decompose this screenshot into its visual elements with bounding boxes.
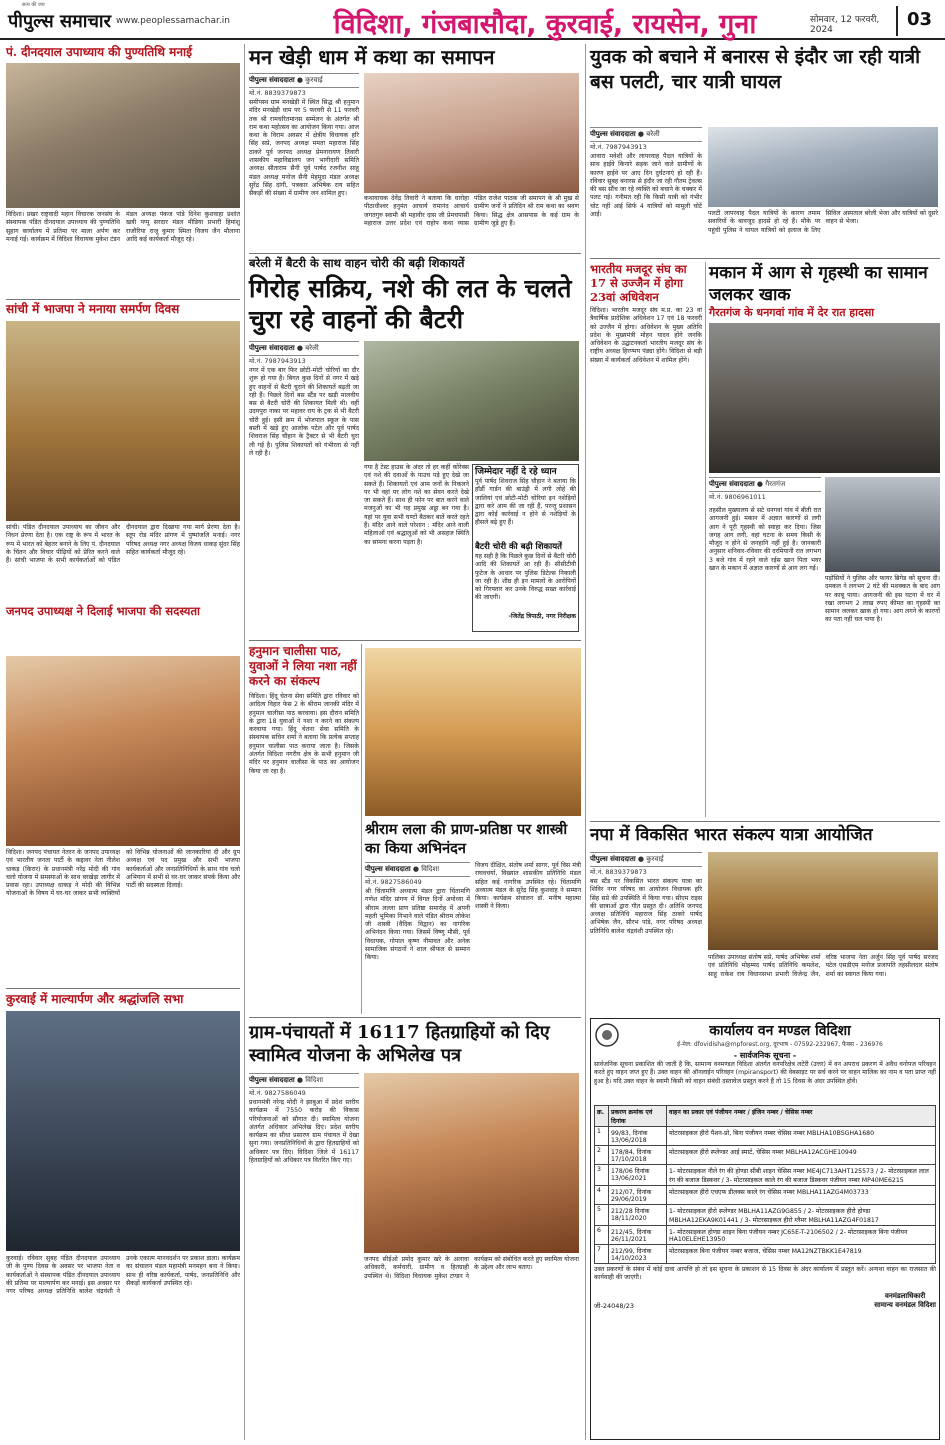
photo-burnt-house	[709, 323, 940, 473]
article-bus-accident	[590, 45, 940, 255]
contact-mobile: मो.नं. 9806961011	[709, 493, 766, 501]
column-divider	[705, 262, 706, 817]
article-mankhedi-katha	[249, 45, 581, 250]
byline: पीपुल्स संवाददाता ● बरेली	[590, 127, 702, 142]
photo-felicitation	[365, 648, 581, 816]
sidebar-headline: जिम्मेदार नहीं दे रहे ध्यान	[475, 467, 557, 477]
article-headline: कुरवाई में माल्यार्पण और श्रद्धांजलि सभा	[6, 992, 184, 1006]
article-body: विदिशा। हिंदू चेतना सेवा समिति द्वारा रविवार को आदित्य विहार फेस 2 के श्रीराम जानकी मंदिर में हनुमान चालीसा पाठ करवाया। इस दौरान समिति के द्वारा 18 युवाओं ने नशा न करने का संकल्प करवाया गया। हिंदू चेतना सेवा समिति के संस्थापक सचिन शर्मा ने बताया कि प्रत्येक सप्ताह हनुमान चालीसा पाठ कराया जाता है। जिसके अंतर्गत विदिशा नगरीय क्षेत्र के सभी हनुमान जी मंदिर पर हनुमान चालीसा के पाठ का आयोजन किया जा रहा है।	[249, 693, 359, 775]
byline: पीपुल्स संवाददाता ● कुरवाई	[590, 852, 702, 867]
masthead	[0, 0, 945, 40]
table-row	[595, 1226, 936, 1245]
notice-intro: सार्वजनिक सूचना प्रकाशित की जाती है कि, सामान्य वनमण्डल विदिशा अंतर्गत वनपरिक्षेत्र लटेरी (उत्तर) में वन अपराध प्रकरण में अवैध वनोपज परिवहन करते हुए वाहन जप्त हुए हैं। उक्त वाहन की ऑनलाईन परिवहन (mpiransport) की वेबसाइट पर सर्च करने पर वाहन मालिक का नाम व पता प्राप्त नहीं हुआ है। यदि उक्त वाहन के स्वामी किसी को वाहन संबंधी दस्तावेज प्रस्तुत करने हैं तो 15 दिवस के अंदर उपस्थित होवें।	[594, 1061, 936, 1085]
article-headline: ग्राम-पंचायतों में 16117 हितग्राहियों को दिए स्वामित्व योजना के अभिलेख पत्र	[249, 1022, 550, 1066]
article-headline: हनुमान चालीसा पाठ, युवाओं ने लिया नशा नहीं करने का संकल्प	[249, 644, 357, 688]
article-subheadline: गैरतगंज के धनगवां गांव में देर रात हादसा	[709, 306, 875, 319]
article-body-continued: पलटी लापरवाह पैदल यात्रियों के कारण तमाम सवारियों के बावजूद हादसे हो रहे हैं। मौके पर पहुंची पुलिस ने घायल यात्रियों को इलाज के लिए सिविल अस्पताल बरेली भेजा और यात्रियों को दूसरे वाहन से भेजा।	[708, 210, 938, 234]
sidebar-body: यह सही है कि पिछले कुछ दिनों से बैटरी चोरी आदि की शिकायतें आ रही हैं। सीसीटीवी फुटेज के आधार पर पुलिस डिटेल्स निकाली जा रही है। शीघ्र ही इन मामलों के आरोपियों को गिरफ्तार कर उनके विरुद्ध सख्त कार्रवाई की जाएगी।	[475, 553, 576, 602]
table-cell-case: 99/83, दिनांक 13/06/2018	[609, 1127, 667, 1146]
table-cell-case: 212/28 दिनांक 18/11/2020	[609, 1205, 667, 1226]
section-divider	[590, 258, 940, 259]
photo-statue-tribute	[6, 63, 240, 208]
photo-overturned-bus	[708, 127, 938, 207]
table-cell-sno: 2	[595, 1146, 609, 1165]
notice-footer: उक्त प्रकरणों के संबंध में कोई दावा आपत्ति हो तो इस सूचना के प्रकाशन से 15 दिवस के अंदर कार्यालय में प्रस्तुत करें। अन्यथा वाहन का राजसात की कार्यवाही की जाएगी।	[594, 1266, 936, 1282]
table-cell-vehicle: 1- मोटरसाइकल हीरो स्प्लेण्डर MBLHA11AZG9G855 / 2- मोटरसाइकल हीरो होण्डा MBLHA12EKA9K01441 / 3- मोटरसाइकल हीरो ग्लैमर MBLHA11AZG4F01817	[667, 1205, 936, 1226]
logo-brand: पीपुल्स समाचार	[8, 11, 111, 32]
section-divider	[6, 988, 240, 989]
article-body: विदिशा। जनपद पंचायत नेतरन के जनपद उपाध्यक्ष एवं भारतीय जनता पार्टी के कद्दावर नेता नीलेश धाकड़ (किरार) के प्रधानमंत्री नरेंद्र मोदी की गांव चलो योजना में समस्याओं के साथ बरखेड़ा जागीर में प्रवास रहा। उपाध्यक्ष धाकड़ ने मोदी की विभिन्न योजनाओं के विषय में घर-घर जाकर सभी व्यक्तियों को विभिन्न योजनाओं की जानकारियां दी और ग्रुप अध्यक्ष एवं पद प्रमुख और सभी भाजपा कार्यकर्ताओं और जनप्रतिनिधियों के साथ गांव चलो अभियान में सभी से घर-घर जाकर संपर्क किया और पार्टी की सदस्यता दिलाई।	[6, 849, 240, 898]
forest-department-notice	[590, 1018, 940, 1440]
section-divider	[249, 1017, 581, 1018]
article-body: आवारा मवेशी और लापरवाह पैदल यात्रियों के साथ हाईवे किनारे सड़क जाने वाले ग्रामीणों के कारण हाईवे पर आए दिन दुर्घटनाएं हो रही हैं। रविवार सुबह बनारस से इंदौर जा रही गौतम ट्रेवल्स की बस सौंच जा रहे व्यक्ति को बचाने के चक्कर में पलट गई। गनीमत रही कि किसी यात्री को गंभीर चोट नहीं आई सिर्फ 4 यात्रियों को मामूली चोटें आईं।	[590, 153, 702, 219]
contact-mobile: मो.नं. 9827586049	[249, 1089, 306, 1097]
table-cell-vehicle: 1- मोटरसाइकल नीले रंग की होण्डा सीबी शाइन चेसिस नम्बर ME4JC713AHT125573 / 2- मोटरसाइकल लाल रंग की बजाज डिस्कवर / 3- मोटरसाइकल काले रंग की बजाज डिस्कवर पंजीयन नम्बर MP40ME6215	[667, 1165, 936, 1186]
edition-date: सोमवार, 12 फरवरी, 2024	[810, 15, 880, 35]
table-cell-sno: 1	[595, 1127, 609, 1146]
contact-mobile: मो.नं. 9827586049	[365, 878, 422, 886]
byline: पीपुल्स संवाददाता ● कुरवाई	[249, 73, 359, 88]
article-hanuman-chalisa	[249, 644, 359, 1014]
sidebar-body: पूर्व पार्षद शिवराज सिंह चौहान ने बताया कि हॉर्डी गार्डन की बाउंड्री में लगी लोहे की जालियां एवं छोटी-मोटी चोरियां इन नशेड़ियों द्वारा करे आम की जा रही हैं, परन्तु प्रशासन द्वारा कोई कार्रवाई न होने से नशेड़ियों के हौसले बढ़े हुए हैं।	[475, 478, 576, 527]
table-row	[595, 1205, 936, 1226]
article-body: तहसील मुख्यालय से सटे धनगवां गांव में बीती रात आगजनी हुई। मकान में अज्ञात कारणों से लगी आग ने पूरी गृहस्थी को स्वाहा कर दिया। जिस जगह आग लगी, वहां घटना के समय किसी के मौजूद न होने से जनहानि नहीं हुई है। जानकारी अनुसार शनिवार-रविवार की दरमियानी रात लगभग 3 बजे गांव में रहने वाले रईस खान पिता भवर खान के मकान में अज्ञात कारणों से आग लग गई।	[709, 507, 821, 573]
article-body: बस स्टैंड पर विकसित भारत संकल्प यात्रा का शिविर नगर परिषद का आयोजन विधायक हरि सिंह सप्रे की उपस्थिति में किया गया। सीएम राइस की छात्राओं द्वारा गीत प्रस्तुत दी। अतिथि जनपद अध्यक्ष प्रतिनिधि महाराज सिंह ठाकरे पार्षद अभिषेक जैन, सौरभ पांडे, नगर परिषद अध्यक्ष प्रतिनिधि बालेश चंद्रवंशी उपस्थित रहे।	[590, 878, 702, 935]
article-body-continued: गया है टेस्ट हाउस के अंदर तो हर कहीं कोरेक्स एवं नशे की दवाओं के पाउच पड़े हुए देखे जा सकते हैं। शिकायतों एवं आम जनों के निकलने पर भी वहां पर लोग नशे का सेवन करते देखे जा सकते हैं। साथ ही फोन पर बात करने वाले मजनुओं का भी यह प्रमुख अड्डा बन गया है। यहां पर युवा सभी घण्टों बैठकर बातें करते रहते हैं। मंदिर आने वाले परेशान : मंदिर आने वाली महिलाओं एवं श्रद्धालुओं को भी असहज स्थिति का सामना करना पड़ता है।	[364, 464, 469, 546]
table-cell-case: 178/84, दिनांक 17/10/2018	[609, 1146, 667, 1165]
article-body: श्री चिंतामणि अध्यात्म मंडल द्वारा चिंतामणि गणेश मंदिर प्रांगण में विगत दिनों अयोध्या में श्रीराम लल्ला प्राण प्रतिष्ठा समारोह में अपनी महती भूमिका निभाने वाले पंडित श्रीराम लोकेश जी शास्त्री (वैदिक विद्वान) का नागरिक अभिनंदन किया गया। जिसमें विष्णु मौसी, पूर्व विधायक, गोपाल कृष्ण नीमावत और अनेक सामाजिक संगठनों ने शाल श्रीफल से सम्मान किया।	[365, 888, 470, 962]
column-divider	[361, 644, 362, 1014]
table-cell-sno: 3	[595, 1165, 609, 1186]
photo-group-portrait	[6, 321, 240, 521]
photo-katha-devotees	[364, 73, 579, 193]
article-headline: पं. दीनदयाल उपाध्याय की पुण्यतिथि मनाई	[6, 45, 192, 59]
vehicle-table-body	[595, 1127, 936, 1264]
article-body: समीपस्थ ग्राम मनखेड़ी में स्थित सिद्ध श्री हनुमान मंदिर मनखेड़ी धाम पर 5 फरवरी से 11 फरवरी तक श्री रामचरितमानस सम्मेलन के अंतर्गत श्री राम कथा महोत्सव का आयोजन किया गया। आज कथा के विराम अवसर में क्षेत्रीय विधायक हरि सिंह सप्रे, जनपद अध्यक्ष ममता महाराज सिंह ठाकरे पूर्व जनपद अध्यक्ष प्रेमनारायण तिवारी शासकीय महाविद्यालय जन भागीदारी समिति अध्यक्ष सीताराम सैनी पूर्व पार्षद रजनीश साहू मंडल अध्यक्ष मनोज सैनी मेहमूदा मंडल अध्यक्ष सुरेंद्र सिंह दांगी, पत्रकार अभिषेक राय सहित सैकड़ों की संख्या में ग्रामीण जन शामिल हुए।	[249, 99, 359, 198]
article-headline: सांची में भाजपा ने मनाया समर्पण दिवस	[6, 302, 180, 316]
sidebar-headline: बैटरी चोरी की बढ़ी शिकायतें	[475, 542, 562, 552]
photo-land-records	[364, 1073, 579, 1253]
section-divider	[6, 299, 240, 300]
section-divider	[249, 253, 581, 254]
byline: पीपुल्स संवाददाता ● विदिशा	[249, 1073, 359, 1088]
article-battery-theft	[249, 256, 581, 636]
sidebar-signature: -जितेंद्र त्रिपाठी, नगर निरीक्षक	[508, 613, 576, 620]
table-row	[595, 1245, 936, 1264]
article-body-continued: जनपद सीईओ प्रमोद कुमार खरे के अलावा अधिकारी, कर्मचारी, ग्रामीण व हितग्राही उपस्थित थे। विदिशा विधायक मुकेश टण्डन ने कार्यक्रम को संबोधित करते हुए स्वामित्व योजना के उद्देश्य और लाभ बताए।	[364, 1256, 579, 1280]
article-body: कुरवाई। रविवार सुबह पंडित दीनदयाल उपाध्याय जी के पुण्य दिवस के अवसर पर भाजपा नेता व कार्यकर्ताओं ने संस्थापक पंडित दीनदयाल उपाध्याय की प्रतिमा पर माल्यार्पण कर मनाई। इस अवसर पर नगर परिषद अध्यक्ष प्रतिनिधि बालेश चंद्रवंशी ने उनके एकात्म मानवदर्शन पर प्रकाश डाला। कार्यक्रम का संचालन मंडल महामंत्री मनमहन बना ने किया। साथ ही वरिष्ठ कार्यकर्ता, पार्षद, जनप्रतिनिधि और सैकड़ों कार्यकर्ता उपस्थित रहे।	[6, 1255, 240, 1296]
govt-emblem-icon	[594, 1022, 620, 1048]
table-cell-vehicle: मोटरसाइकल बिना पंजीयन नम्बर बजाज, चेसिस नम्बर MA12NZTBKK1E47819	[667, 1245, 936, 1264]
table-cell-sno: 6	[595, 1226, 609, 1245]
article-body-continued: कथावाचक देवेंद्र तिवारी ने बताया कि धारोहा पीठाधीश्वर हनुमंत आचार्य रामानंद आचार्य जगतगुरु स्वामी श्री महावीर दास जी प्रेमचपासी महाराज उत्तर प्रदेश एवं राहोप कथा व्यास पंडित राजेश पाठक जी समापन के श्री मुख से ग्रामीण जनों ने प्रतिदिन श्री राम कथा का श्रवण किया। सिद्ध क्षेत्र आसपास के कई ग्राम के ग्रामीण जुड़े हुए हैं।	[364, 195, 579, 227]
photo-syrup-bottles	[364, 341, 579, 461]
article-headline: जनपद उपाध्यक्ष ने दिलाई भाजपा की सदस्यता	[6, 604, 200, 618]
notice-subtitle: - सार्वजनिक सूचना -	[733, 1051, 797, 1060]
photo-fire-damage	[825, 477, 940, 572]
article-headline: मन खेड़ी धाम में कथा का समापन	[249, 45, 495, 69]
article-body-continued: पड़ोसियों ने पुलिस और फायर ब्रिगेड को सूचना दी। दमकल ने लगभग 2 घंटे की मशक्कत के बाद आग पर काबू पाया। आगजनी की इस घटना में घर में रखा लगभग 2 लाख रुपए कीमत का गृहस्थी का सामान जलकर खाक हो गया। आग लगने के कारणों का पता नहीं चल पाया है।	[825, 575, 940, 624]
contact-mobile: मो.नं. 8839379873	[249, 89, 306, 97]
col-header-vehicle: वाहन का प्रकार एवं पंजीयन नम्बर / इंजिन नम्बर / चेसिस नम्बर	[667, 1106, 936, 1127]
notice-title: कार्यालय वन मण्डल विदिशा	[709, 1022, 851, 1039]
section-divider	[590, 821, 940, 822]
photo-garlanding	[6, 1011, 240, 1251]
column-divider	[585, 44, 586, 1440]
contact-mobile: मो.नं. 7987943913	[590, 143, 647, 151]
table-cell-vehicle: मोटरसाइकल हीरो स्प्लेण्डर आई स्मार्ट, चेसिस नम्बर MBLHA12ACGHE10949	[667, 1146, 936, 1165]
article-house-fire	[709, 262, 940, 817]
contact-mobile: मो.नं. 8839379873	[590, 868, 647, 876]
byline: पीपुल्स संवाददाता ● विदिशा	[365, 862, 470, 877]
article-membership	[6, 656, 240, 984]
article-body: विदिशा। प्रखर राष्ट्रवादी महान विचारक जनसंघ के संस्थापक पंडित दीनदयाल उपाध्याय की पुण्यतिथि सुहाग कार्यालय में प्रतिमा पर माला अर्पण कर मनाई गई। कार्यक्रम में विदिशा विधायक मुकेश टंडन मंडल अध्यक्ष पंकज पांडे दिनेश कुशवाहा प्रशांत खत्री पप्पू सरदार मंडल मीडिया प्रभारी हिमांशु राजौरिया राजू कुमार स्मिता विजय जैन मौलाना आदि कई कार्यकर्ता मौजूद रहे।	[6, 211, 240, 243]
table-row	[595, 1165, 936, 1186]
article-kicker: बरेली में बैटरी के साथ वाहन चोरी की बढ़ी शिकायतें	[249, 256, 465, 270]
byline: पीपुल्स संवाददाता ● गैरतगंज	[709, 477, 821, 492]
article-headline: मकान में आग से गृहस्थी का सामान जलकर खाक	[709, 263, 928, 305]
table-cell-vehicle: मोटरसाइकल हीरो एचएफ डीलक्स काले रंग चेसिस नम्बर MBLHA11AZG4M03733	[667, 1186, 936, 1205]
sidebar-box	[472, 464, 579, 632]
article-sanchi-bjp	[6, 302, 240, 654]
vehicle-table	[594, 1105, 936, 1264]
table-cell-sno: 5	[595, 1205, 609, 1226]
page-number: 03	[896, 6, 941, 36]
section-divider	[249, 640, 581, 641]
article-headline: श्रीराम लला की प्राण-प्रतिष्ठा पर शास्त्री का किया अभिनंदन	[365, 821, 568, 857]
table-row	[595, 1146, 936, 1165]
notice-contact: ई-मेल: dfovidisha@mpforest.org, दूरभाष - 07592-232967, फैक्स - 236976	[677, 1040, 883, 1048]
table-row	[595, 1186, 936, 1205]
table-cell-case: 178/06 दिनांक 13/06/2021	[609, 1165, 667, 1186]
notice-ref: जी-24048/23	[594, 1302, 634, 1310]
notice-signature: वनमंडलाधिकारी सामान्य वनमंडल विदिशा	[874, 1292, 936, 1309]
article-viksit-bharat	[590, 824, 940, 1014]
article-ramlalla-felicitation	[365, 820, 581, 1014]
table-cell-vehicle: मोटरसाइकल हीरो पैशन-प्रो, बिना पंजीयन नम्बर चेसिस नम्बर MBLHA10BSGHA1680	[667, 1127, 936, 1146]
contact-mobile: मो.नं. 7987943913	[249, 357, 306, 365]
region-title: विदिशा, गंजबासौदा, कुरवाई, रायसेन, गुना	[333, 9, 757, 40]
newspaper-logo[interactable]	[8, 2, 230, 36]
table-cell-sno: 4	[595, 1186, 609, 1205]
article-headline: युवक को बचाने में बनारस से इंदौर जा रही यात्री बस पलटी, चार यात्री घायल	[590, 46, 920, 93]
article-body: सांची। पंडित दीनदयाल उपाध्याय का जीवन और निधन प्रेरणा देता है। एक राष्ट्र के रूप में भारत के रूप में भारत को बेहतर बनाने के लिए पं. दीनदयाल के चिंतन और विचार पीढ़ियों को प्रेरित करने वाले हैं। सांची भाजपा के सभी कार्यकर्ताओं को पंडित दीनदयाल द्वारा दिखाया गया मार्ग प्रेरणा देता है। स्तूप रोड मंदिर प्रांगण में पुष्पांजलि मनाई। नगर परिषद अध्यक्ष नगर अध्यक्ष विजय धाकड़ सुंदर सिंह सहित कार्यकर्ता मौजूद रहे।	[6, 524, 240, 565]
table-row	[595, 1127, 936, 1146]
article-headline: नपा में विकसित भारत संकल्प यात्रा आयोजित	[590, 825, 873, 845]
article-bms-convention	[590, 262, 702, 562]
article-body: नगर में एक बार फिर छोटी-मोटी चोरियों का दौर शुरू हो गया है। बिगत कुछ दिनों से नगर में खड़े हुए वाहनों से बैटरी चुराने की शिकायतें बढ़ती जा रही हैं। पिछले दिनों बस स्टैंड पर खड़ी मालवीय बस से बैटरी चोरी की शिकायत मिली थी। वहीं उदयपुरा नाका पर महावर राय के ट्रक से भी बैटरी चोरी हुई। इसी क्रम में भोजपाल स्कूल के पास बस्ती में खड़े हुए आलोक पटेल और पूर्व पार्षद शिवराज सिंह चौहान के ट्रैक्टर से भी बैटरी चुरा ली गई है। पुलिस शिकायतों को गंभीरता से नहीं ले रही है।	[249, 367, 359, 457]
article-body-continued: विजय दीक्षित, संतोष शर्मा सागर, पूर्व विस मंत्री राघवचर्या, विख्यात शासकीय प्रतिनिधि मंडल सहित कई नागरिक उपस्थित रहे। चिंतामणि अध्यात्म मंडल के सुरेंद्र सिंह कुशवाह ने सम्मान किया। कार्यक्रम संचालन डॉ. मनीष महात्मा शास्त्री ने किया।	[475, 862, 581, 911]
article-body: विदिशा। भारतीय मजदूर संघ म.प्र. का 23 वां त्रैवार्षिक प्रादेशिक अधिवेशन 17 एवं 18 फरवरी को उज्जैन में होगा। अधिवेशन के मुख्य अतिथि प्रदेश के मुख्यमंत्री मोहन यादव होंगे जनकि अधिवेशन के उद्घाटनकर्ता भारतीय मजदूर संघ के राष्ट्रीय अध्यक्ष हिरण्मय पंड्या होंगे। विदिशा से बड़ी संख्या में कार्यकर्ता अधिवेशन में शामिल होंगे।	[590, 307, 702, 364]
article-swamitva-yojana	[249, 1021, 581, 1440]
logo-tagline: सत्य की जय	[22, 2, 45, 8]
column-divider	[244, 44, 245, 1440]
col-header-sno: क्र.	[595, 1106, 609, 1127]
article-kurwai-tribute	[6, 992, 240, 1440]
table-cell-vehicle: 1- मोटरसाइकल होण्डा शाइन बिना पंजीयन नम्बर JC65E-T-2106502 / 2- मोटरसाइकल बिना पंजीयन HA10ELEHE13950	[667, 1226, 936, 1245]
col-header-case: प्रकरण क्रमांक एवं दिनांक	[609, 1106, 667, 1127]
photo-sankalp-yatra	[708, 852, 938, 950]
article-body-continued: पालिका उपाध्यक्ष संतोष सप्रे, पार्षद अभिषेक शर्मा एवं प्रतिनिधि मोहम्मद पार्षद प्रतिनिधि कमलेश, साहू राकेश राय विधानसभा प्रभारी विजेन्द्र जैन, वरिष्ठ भाजपा नेता अर्जुन सिंह पूर्व पार्षद सरजद पटेल एसडीएम मनोज प्रजापति तहसीलदार संतोष शर्मा का स्वागत किया गया।	[708, 954, 938, 978]
byline: पीपुल्स संवाददाता ● बरेली	[249, 341, 359, 356]
table-cell-case: 212/07, दिनांक 29/06/2019	[609, 1186, 667, 1205]
article-headline: भारतीय मजदूर संघ का 17 से उज्जैन में होगा 23वां अधिवेशन	[590, 262, 687, 304]
article-deendayal-tribute	[6, 45, 240, 295]
article-headline: गिरोह सक्रिय, नशे की लत के चलते चुरा रहे वाहनों की बैटरी	[249, 274, 572, 334]
photo-membership-ceremony	[6, 656, 240, 846]
table-header-row	[595, 1106, 936, 1127]
table-cell-case: 212/45, दिनांक 26/11/2021	[609, 1226, 667, 1245]
article-body: प्रधानमंत्री नरेन्द्र मोदी ने झाबुआ में प्रदेश स्तरीय कार्यक्रम में 7550 करोड़ की विकास परियोजनाओं को सौगात दी। स्वामित्व योजना अंतर्गत अधिकार अभिलेख दिए। प्रदेश स्तरीय कार्यक्रम का सीधा प्रसारण ग्राम पंचायत में देखा सुना गया। जनप्रतिनिधियों के द्वारा हितग्राहियों को अधिकार पत्र दिए। विदिशा जिले में 16117 हितग्राहियों को अधिकार पत्र वितरित किए गए।	[249, 1099, 359, 1165]
table-cell-sno: 7	[595, 1245, 609, 1264]
table-cell-case: 212/99, दिनांक 14/10/2023	[609, 1245, 667, 1264]
website-url[interactable]: www.peoplessamachar.in	[116, 16, 230, 26]
